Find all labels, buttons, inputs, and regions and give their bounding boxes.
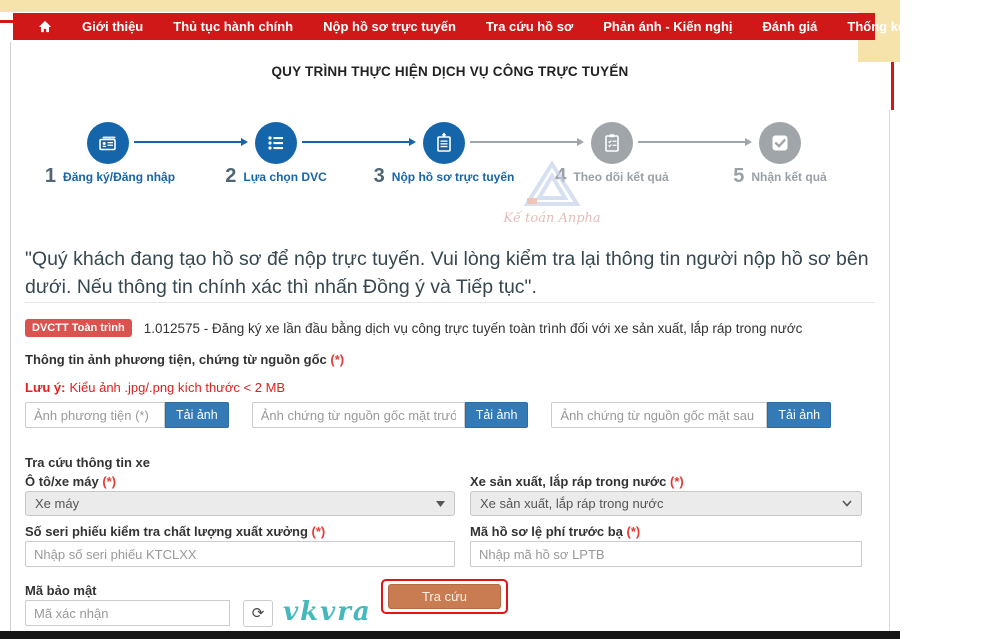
refresh-icon: ⟳ [251,605,265,622]
lookup-section-header: Tra cứu thông tin xe [25,455,150,470]
nav-item-gioi-thieu[interactable]: Giới thiệu [82,19,144,34]
vehicle-type-label: Ô tô/xe máy (*) [25,474,117,489]
nav-item-thu-tuc-hanh-chinh[interactable]: Thủ tục hành chính [173,19,294,34]
divider [25,302,875,303]
vehicle-photo-upload-button[interactable]: Tải ảnh [165,402,229,428]
step-arrow-2-3 [302,141,414,143]
origin-doc-back-input[interactable] [551,402,767,428]
vehicle-photo-input[interactable] [25,402,165,428]
required-star: (*) [311,524,326,539]
note-label: Lưu ý: [25,380,66,395]
step-circle-5 [759,122,801,164]
nav-home[interactable] [23,20,67,33]
required-star: (*) [669,474,684,489]
service-row [25,319,875,337]
captcha-label: Mã bảo mật [25,583,97,598]
step-circle-4 [591,122,633,164]
register-id-card-icon [96,131,120,155]
step-label-4: 4 Theo dõi kết quả [555,165,669,187]
captcha-refresh-button[interactable] [243,600,273,627]
step-arrow-1-2 [134,141,246,143]
check-square-icon [769,132,791,154]
vehicle-type-select[interactable]: Xe máy [25,491,455,516]
nav-item-danh-gia[interactable]: Đánh giá [762,19,818,34]
captcha-image: vkvra [283,597,372,627]
lptb-label: Mã hồ sơ lệ phí trước bạ (*) [470,524,641,539]
required-star: (*) [102,474,117,489]
origin-doc-front-group [252,402,529,428]
nav-item-phan-anh-kien-nghi[interactable]: Phản ánh - Kiến nghị [603,19,733,34]
watermark-text: Kế toán Anpha [503,211,601,226]
dropdown-triangle-icon [436,501,445,507]
nav-item-nop-ho-so-truc-tuyen[interactable]: Nộp hồ sơ trực tuyến [323,19,456,34]
required-star: (*) [626,524,641,539]
step-label-1: 1 Đăng ký/Đăng nhập [44,165,176,187]
caret-down-icon: ▼ [981,21,991,32]
service-title: 1.012575 - Đăng ký xe lần đầu bằng dịch vụ công trực tuyến toàn trình đối với xe sản xuất, lắp ráp trong nước [143,320,803,336]
step-circle-3 [423,122,465,164]
step-circle-2 [255,122,297,164]
chevron-down-icon [842,500,852,507]
origin-doc-front-upload-button[interactable]: Tải ảnh [465,402,529,428]
service-level-badge: DVCTT Toàn trình [25,319,132,337]
seri-input[interactable] [25,541,455,567]
step-arrow-3-4 [470,141,582,143]
list-icon [265,132,287,154]
page-title: QUY TRÌNH THỰC HIỆN DỊCH VỤ CÔNG TRỰC TUYẾN [271,64,629,79]
highlight-annotation [381,579,508,614]
notice-quote: "Quý khách đang tạo hồ sơ để nộp trực tuyến. Vui lòng kiểm tra lại thông tin người nộp hồ sơ bên dưới. Nếu thông tin chính xác thì nhấn Đồng ý và Tiếp tục". [25,248,869,299]
clipboard-check-icon [601,132,623,154]
required-star: (*) [330,352,345,367]
left-red-edge [0,20,14,23]
step-label-3: 3 Nộp hồ sơ trực tuyến [373,165,515,187]
step-arrow-4-5 [638,141,750,143]
nav-item-thong-ke[interactable]: Thống kê [847,19,906,34]
seri-label: Số seri phiếu kiểm tra chất lượng xuất xưởng (*) [25,524,326,539]
step-circle-1 [87,122,129,164]
step-label-2: 2 Lựa chọn DVC [225,165,327,187]
step-label-5: 5 Nhận kết quả [733,165,827,187]
origin-label: Xe sản xuất, lắp ráp trong nước (*) [470,474,684,489]
nav-item-tra-cuu-ho-so[interactable]: Tra cứu hồ sơ [485,19,574,34]
origin-doc-front-input[interactable] [252,402,465,428]
origin-doc-back-upload-button[interactable]: Tải ảnh [767,402,831,428]
origin-doc-back-group [551,402,831,428]
search-button[interactable]: Tra cứu [388,584,501,609]
content-right-border [889,110,890,631]
lptb-input[interactable] [470,541,862,567]
page-top-border [0,0,900,12]
photo-section-header: Thông tin ảnh phương tiện, chứng từ nguồn gốc (*) [25,352,345,367]
origin-select[interactable]: Xe sản xuất, lắp ráp trong nước [470,491,862,516]
photo-note: Lưu ý: Kiểu ảnh .jpg/.png kích thước < 2 MB [25,380,286,395]
home-icon [38,20,52,33]
vehicle-photo-group [25,402,229,428]
photo-upload-row [25,402,831,428]
nav-item-ho-tro[interactable]: Hỗ trợ ▼ [935,19,991,34]
main-navbar [13,13,991,40]
screenshot-bottom-bar [0,631,900,639]
content-left-border [10,42,11,631]
document-upload-icon [432,131,456,155]
captcha-input[interactable] [25,600,230,626]
